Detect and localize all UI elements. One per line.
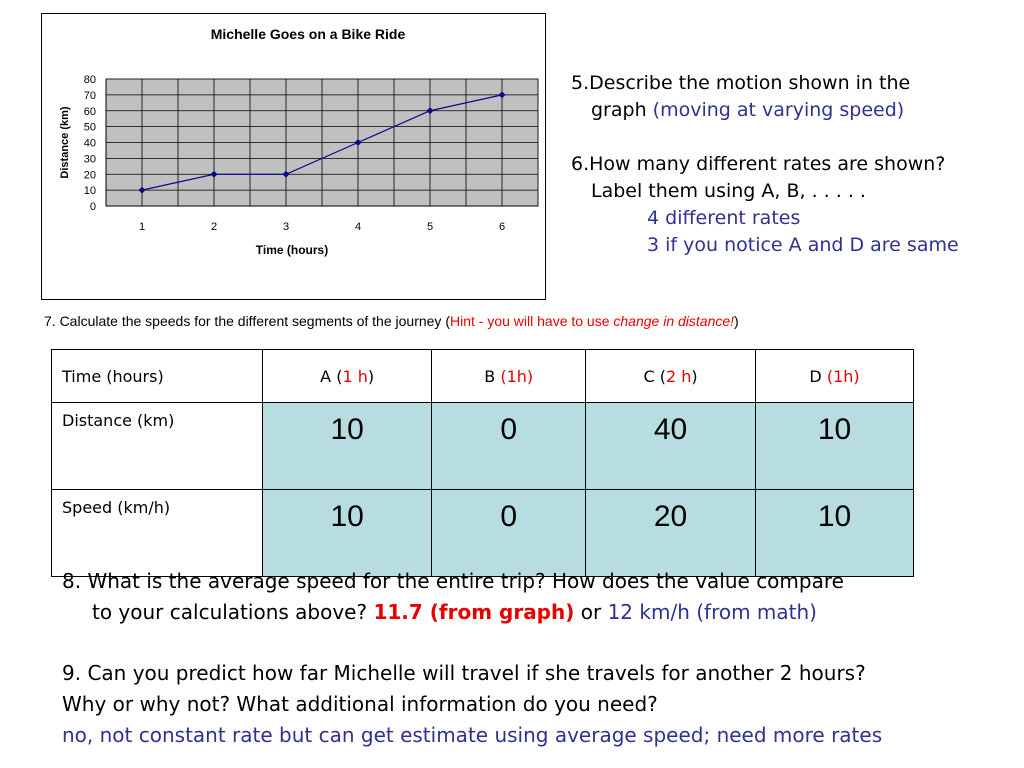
col-c-time: 2 h bbox=[665, 366, 692, 386]
col-b-time-wrap: (1h) bbox=[500, 366, 534, 386]
question-8-or: or bbox=[574, 600, 608, 624]
distance-c-cell: 40 bbox=[586, 403, 756, 490]
speed-b-cell: 0 bbox=[432, 490, 586, 577]
col-b-letter: B bbox=[484, 366, 496, 386]
x-tick-label: 3 bbox=[282, 221, 290, 233]
speed-label-cell: Speed (km/h) bbox=[52, 490, 263, 577]
header-col-c: C (2 h) bbox=[586, 350, 756, 403]
question-9 bbox=[62, 658, 882, 751]
y-tick-label: 40 bbox=[83, 137, 96, 150]
chart-svg bbox=[42, 14, 547, 301]
question-9-line1: 9. Can you predict how far Michelle will travel if she travels for another 2 hours? bbox=[62, 661, 866, 685]
question-6-answer1: 4 different rates bbox=[647, 207, 801, 229]
distance-time-chart bbox=[41, 13, 546, 300]
x-tick-label: 6 bbox=[498, 221, 506, 233]
y-tick-label: 50 bbox=[83, 121, 96, 134]
question-8-line1: 8. What is the average speed for the entire trip? How does the value compare bbox=[62, 569, 844, 593]
header-col-d bbox=[756, 350, 914, 403]
question-8-answer-blue: 12 km/h (from math) bbox=[607, 600, 817, 624]
question-6-line2: Label them using A, B, . . . . . bbox=[591, 180, 866, 202]
question-5-prefix: graph bbox=[591, 99, 653, 121]
distance-d-cell: 10 bbox=[756, 403, 914, 490]
speeds-table bbox=[51, 349, 914, 577]
col-a-time: 1 h bbox=[342, 366, 368, 386]
x-axis-label: Time (hours) bbox=[255, 243, 329, 257]
question-8-line2 bbox=[62, 597, 844, 628]
header-col-b bbox=[432, 350, 586, 403]
question-7 bbox=[44, 313, 739, 329]
y-tick-label: 70 bbox=[83, 89, 96, 102]
col-d-time: 1h bbox=[833, 366, 854, 386]
col-b-time: 1h bbox=[506, 366, 527, 386]
y-tick-label: 20 bbox=[83, 169, 96, 182]
col-c-letter: C bbox=[643, 366, 655, 386]
question-8 bbox=[62, 566, 844, 628]
chart-title: Michelle Goes on a Bike Ride bbox=[210, 26, 406, 42]
question-5-line1: 5.Describe the motion shown in the bbox=[571, 72, 911, 94]
y-tick-label: 30 bbox=[83, 153, 96, 166]
question-7-hint-italic: change in distance! bbox=[613, 313, 735, 329]
question-5-answer: (moving at varying speed) bbox=[652, 99, 905, 121]
y-tick-label: 0 bbox=[89, 201, 96, 213]
question-5-line2 bbox=[571, 97, 910, 124]
col-d-time-wrap: (1h) bbox=[826, 366, 860, 386]
x-tick-label: 5 bbox=[426, 221, 434, 233]
question-8-prefix: to your calculations above? bbox=[92, 600, 374, 624]
question-6-answer2: 3 if you notice A and D are same bbox=[647, 234, 959, 256]
header-label-cell: Time (hours) bbox=[52, 350, 263, 403]
y-tick-label: 10 bbox=[83, 185, 96, 198]
y-tick-label: 80 bbox=[83, 74, 96, 86]
question-6 bbox=[571, 151, 959, 259]
speed-c-cell: 20 bbox=[586, 490, 756, 577]
x-tick-label: 4 bbox=[354, 221, 362, 233]
distance-label-cell: Distance (km) bbox=[52, 403, 263, 490]
col-a-letter: A bbox=[320, 366, 332, 386]
table-header-row bbox=[52, 350, 914, 403]
question-7-hint bbox=[450, 313, 734, 329]
question-7-text: 7. Calculate the speeds for the different segments of the journey ( bbox=[44, 313, 450, 329]
distance-a-cell: 10 bbox=[263, 403, 432, 490]
distance-b-cell: 0 bbox=[432, 403, 586, 490]
x-tick-label: 1 bbox=[138, 221, 146, 233]
speed-a-cell: 10 bbox=[263, 490, 432, 577]
question-9-line2: Why or why not? What additional information do you need? bbox=[62, 692, 658, 716]
question-7-close: ) bbox=[734, 313, 739, 329]
question-7-hint-text: Hint - you will have to use bbox=[449, 313, 614, 329]
speed-d-cell: 10 bbox=[756, 490, 914, 577]
question-8-answer-red: 11.7 (from graph) bbox=[373, 600, 575, 624]
question-5 bbox=[571, 70, 910, 124]
question-9-answer: no, not constant rate but can get estimate using average speed; need more rates bbox=[62, 723, 883, 747]
x-tick-label: 2 bbox=[210, 221, 218, 233]
col-d-letter: D bbox=[809, 366, 822, 386]
question-6-line1: 6.How many different rates are shown? bbox=[571, 153, 946, 175]
table-row-distance bbox=[52, 403, 914, 490]
y-axis-label: Distance (km) bbox=[59, 106, 71, 179]
header-col-a: A (1 h) bbox=[263, 350, 432, 403]
table-row-speed bbox=[52, 490, 914, 577]
y-tick-label: 60 bbox=[83, 105, 96, 118]
